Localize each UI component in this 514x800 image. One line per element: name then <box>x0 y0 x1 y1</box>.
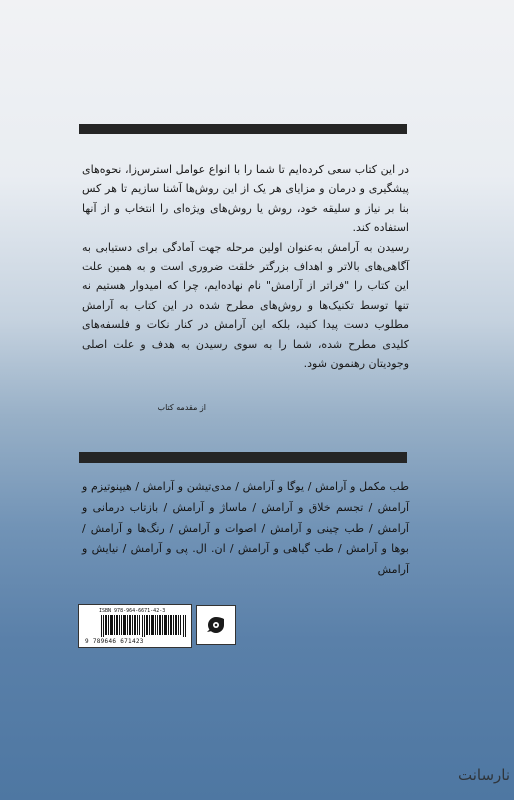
intro-text <box>82 160 409 373</box>
barcode-bars <box>101 615 187 637</box>
watermark: نارسانت <box>457 766 510 784</box>
intro-paragraph-2: رسیدن به آرامش به‌عنوان اولین مرحله جهت آمادگی برای دستیابی به آگاهی‌های بالاتر و اهداف بزرگتر خلقت ضروری است و به همین علت این کتاب را "فراتر از آرامش" نام نهاده‌ایم، چرا که امیدوار هستیم نه تنها توسط تکنیک‌ها و روش‌های مطرح شده در این کتاب به آرامش مطلوب دست پیدا کنید، بلکه این آرامش در کنار نکات و فلسفه‌های کلیدی مطرح شده، شما را به سوی رسیدن به هدف و علت اصلی وجودیتان رهنمون شود. <box>82 240 409 371</box>
publisher-logo <box>196 605 236 645</box>
barcode <box>78 604 192 648</box>
topics-list: طب مکمل و آرامش / یوگا و آرامش / مدی‌تیشن و آرامش / هیپنوتیزم و آرامش / تجسم خلاق و آرامش / ماساژ و آرامش / بازتاب درمانی و آرامش / طب چینی و آرامش / اصوات و آرامش / رنگ‌ها و آرامش / بوها و آرامش / طب گیاهی و آرامش / ان. ال. پی و آرامش / نیایش و آرامش <box>82 480 409 577</box>
top-divider-bar <box>79 124 407 134</box>
barcode-number: 9 789646 671423 <box>85 638 144 645</box>
isbn-label: ISBN 978-964-6671-42-3 <box>99 608 166 614</box>
bird-head-logo-icon <box>206 615 226 635</box>
middle-divider-bar <box>79 452 407 463</box>
intro-paragraph-1: در این کتاب سعی کرده‌ایم تا شما را با انواع عوامل استرس‌زا، نحوه‌های پیشگیری و درمان و مزایای هر یک از این روش‌ها آشنا سازیم تا هر کس بنا بر نیاز و سلیقه خود، روش یا روش‌های ویژه‌ای را انتخاب و از آنها استفاده کند. <box>82 163 409 235</box>
source-attribution: از مقدمه کتاب <box>157 403 206 412</box>
